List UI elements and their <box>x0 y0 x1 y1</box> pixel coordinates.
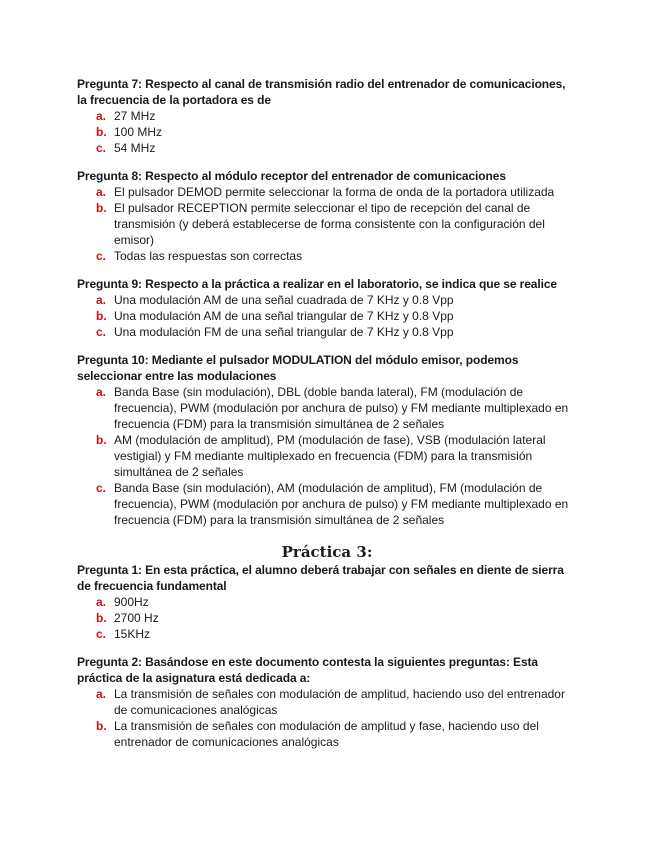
option-text: Todas las respuestas son correctas <box>114 249 303 263</box>
answer-option <box>77 626 577 642</box>
option-text: AM (modulación de amplitud), PM (modulación de fase), VSB (modulación lateral vestigial) y FM mediante multiplexado en frecuencia (FDM) para la transmisión simultánea de 2 señales <box>114 433 546 479</box>
option-letter: a. <box>96 185 107 199</box>
option-text: Una modulación AM de una señal cuadrada de 7 KHz y 0.8 Vpp <box>114 293 454 307</box>
answer-option <box>77 594 577 610</box>
question-title: Pregunta 1: En esta práctica, el alumno deberá trabajar con señales en diente de sierra de frecuencia fundamental <box>77 563 564 593</box>
answer-options <box>77 594 577 642</box>
question-title: Pregunta 9: Respecto a la práctica a realizar en el laboratorio, se indica que se realice <box>77 277 557 291</box>
option-letter: a. <box>96 293 107 307</box>
option-letter: b. <box>96 201 107 215</box>
option-letter: a. <box>96 109 107 123</box>
answer-options <box>77 292 577 340</box>
answer-option <box>77 248 577 264</box>
question-title: Pregunta 8: Respecto al módulo receptor del entrenador de comunicaciones <box>77 169 506 183</box>
option-letter: b. <box>96 309 107 323</box>
answer-option <box>77 432 577 480</box>
answer-option <box>77 124 577 140</box>
option-letter: c. <box>96 141 107 155</box>
answer-option <box>77 108 577 124</box>
option-letter: a. <box>96 595 107 609</box>
option-letter: c. <box>96 481 107 495</box>
option-text: 100 MHz <box>114 125 163 139</box>
option-text: 27 MHz <box>114 109 156 123</box>
question-block <box>77 168 577 264</box>
answer-option <box>77 686 577 718</box>
option-letter: a. <box>96 687 107 701</box>
option-text: Una modulación AM de una señal triangular de 7 KHz y 0.8 Vpp <box>114 309 454 323</box>
option-text: Banda Base (sin modulación), AM (modulación de amplitud), FM (modulación de frecuencia), PWM (modulación por anchura de pulso) y FM mediante multiplexado en frecuencia (FDM) para la transmisión simultánea de 2 señales <box>114 481 569 527</box>
answer-option <box>77 610 577 626</box>
answer-option <box>77 718 577 750</box>
option-letter: b. <box>96 125 107 139</box>
answer-option <box>77 200 577 248</box>
option-text: La transmisión de señales con modulación de amplitud y fase, haciendo uso del entrenador de comunicaciones analógicas <box>114 719 539 749</box>
question-block <box>77 562 577 642</box>
answer-option <box>77 292 577 308</box>
option-text: El pulsador DEMOD permite seleccionar la forma de onda de la portadora utilizada <box>114 185 555 199</box>
option-text: 54 MHz <box>114 141 156 155</box>
option-letter: a. <box>96 385 107 399</box>
document-page <box>77 76 577 762</box>
answer-option <box>77 140 577 156</box>
option-letter: c. <box>96 627 107 641</box>
option-text: Banda Base (sin modulación), DBL (doble banda lateral), FM (modulación de frecuencia), PWM (modulación por anchura de pulso) y FM mediante multiplexado en frecuencia (FDM) para la transmisión simultánea de 2 señales <box>114 385 569 431</box>
answer-option <box>77 384 577 432</box>
option-letter: c. <box>96 249 107 263</box>
option-letter: b. <box>96 611 107 625</box>
question-block <box>77 76 577 156</box>
answer-options <box>77 384 577 528</box>
option-text: Una modulación FM de una señal triangular de 7 KHz y 0.8 Vpp <box>114 325 454 339</box>
section-title: Práctica 3: <box>281 543 373 561</box>
answer-option <box>77 480 577 528</box>
option-text: 2700 Hz <box>114 611 159 625</box>
answer-option <box>77 324 577 340</box>
question-block <box>77 654 577 750</box>
option-letter: b. <box>96 433 107 447</box>
option-text: El pulsador RECEPTION permite seleccionar el tipo de recepción del canal de transmisión (y deberá establecerse de forma consistente con la configuración del emisor) <box>114 201 545 247</box>
option-text: 900Hz <box>114 595 149 609</box>
question-title: Pregunta 2: Basándose en este documento contesta la siguientes preguntas: Esta práctica de la asignatura está dedicada a: <box>77 655 538 685</box>
answer-options <box>77 686 577 750</box>
answer-option <box>77 308 577 324</box>
option-text: La transmisión de señales con modulación de amplitud, haciendo uso del entrenador de comunicaciones analógicas <box>114 687 565 717</box>
questions-group-a <box>77 76 577 528</box>
option-text: 15KHz <box>114 627 151 641</box>
answer-options <box>77 108 577 156</box>
option-letter: c. <box>96 325 107 339</box>
answer-options <box>77 184 577 264</box>
question-block <box>77 352 577 528</box>
question-title: Pregunta 7: Respecto al canal de transmisión radio del entrenador de comunicaciones, la frecuencia de la portadora es de <box>77 77 566 107</box>
answer-option <box>77 184 577 200</box>
question-block <box>77 276 577 340</box>
questions-group-b <box>77 562 577 750</box>
option-letter: b. <box>96 719 107 733</box>
question-title: Pregunta 10: Mediante el pulsador MODULATION del módulo emisor, podemos seleccionar entre las modulaciones <box>77 353 519 383</box>
